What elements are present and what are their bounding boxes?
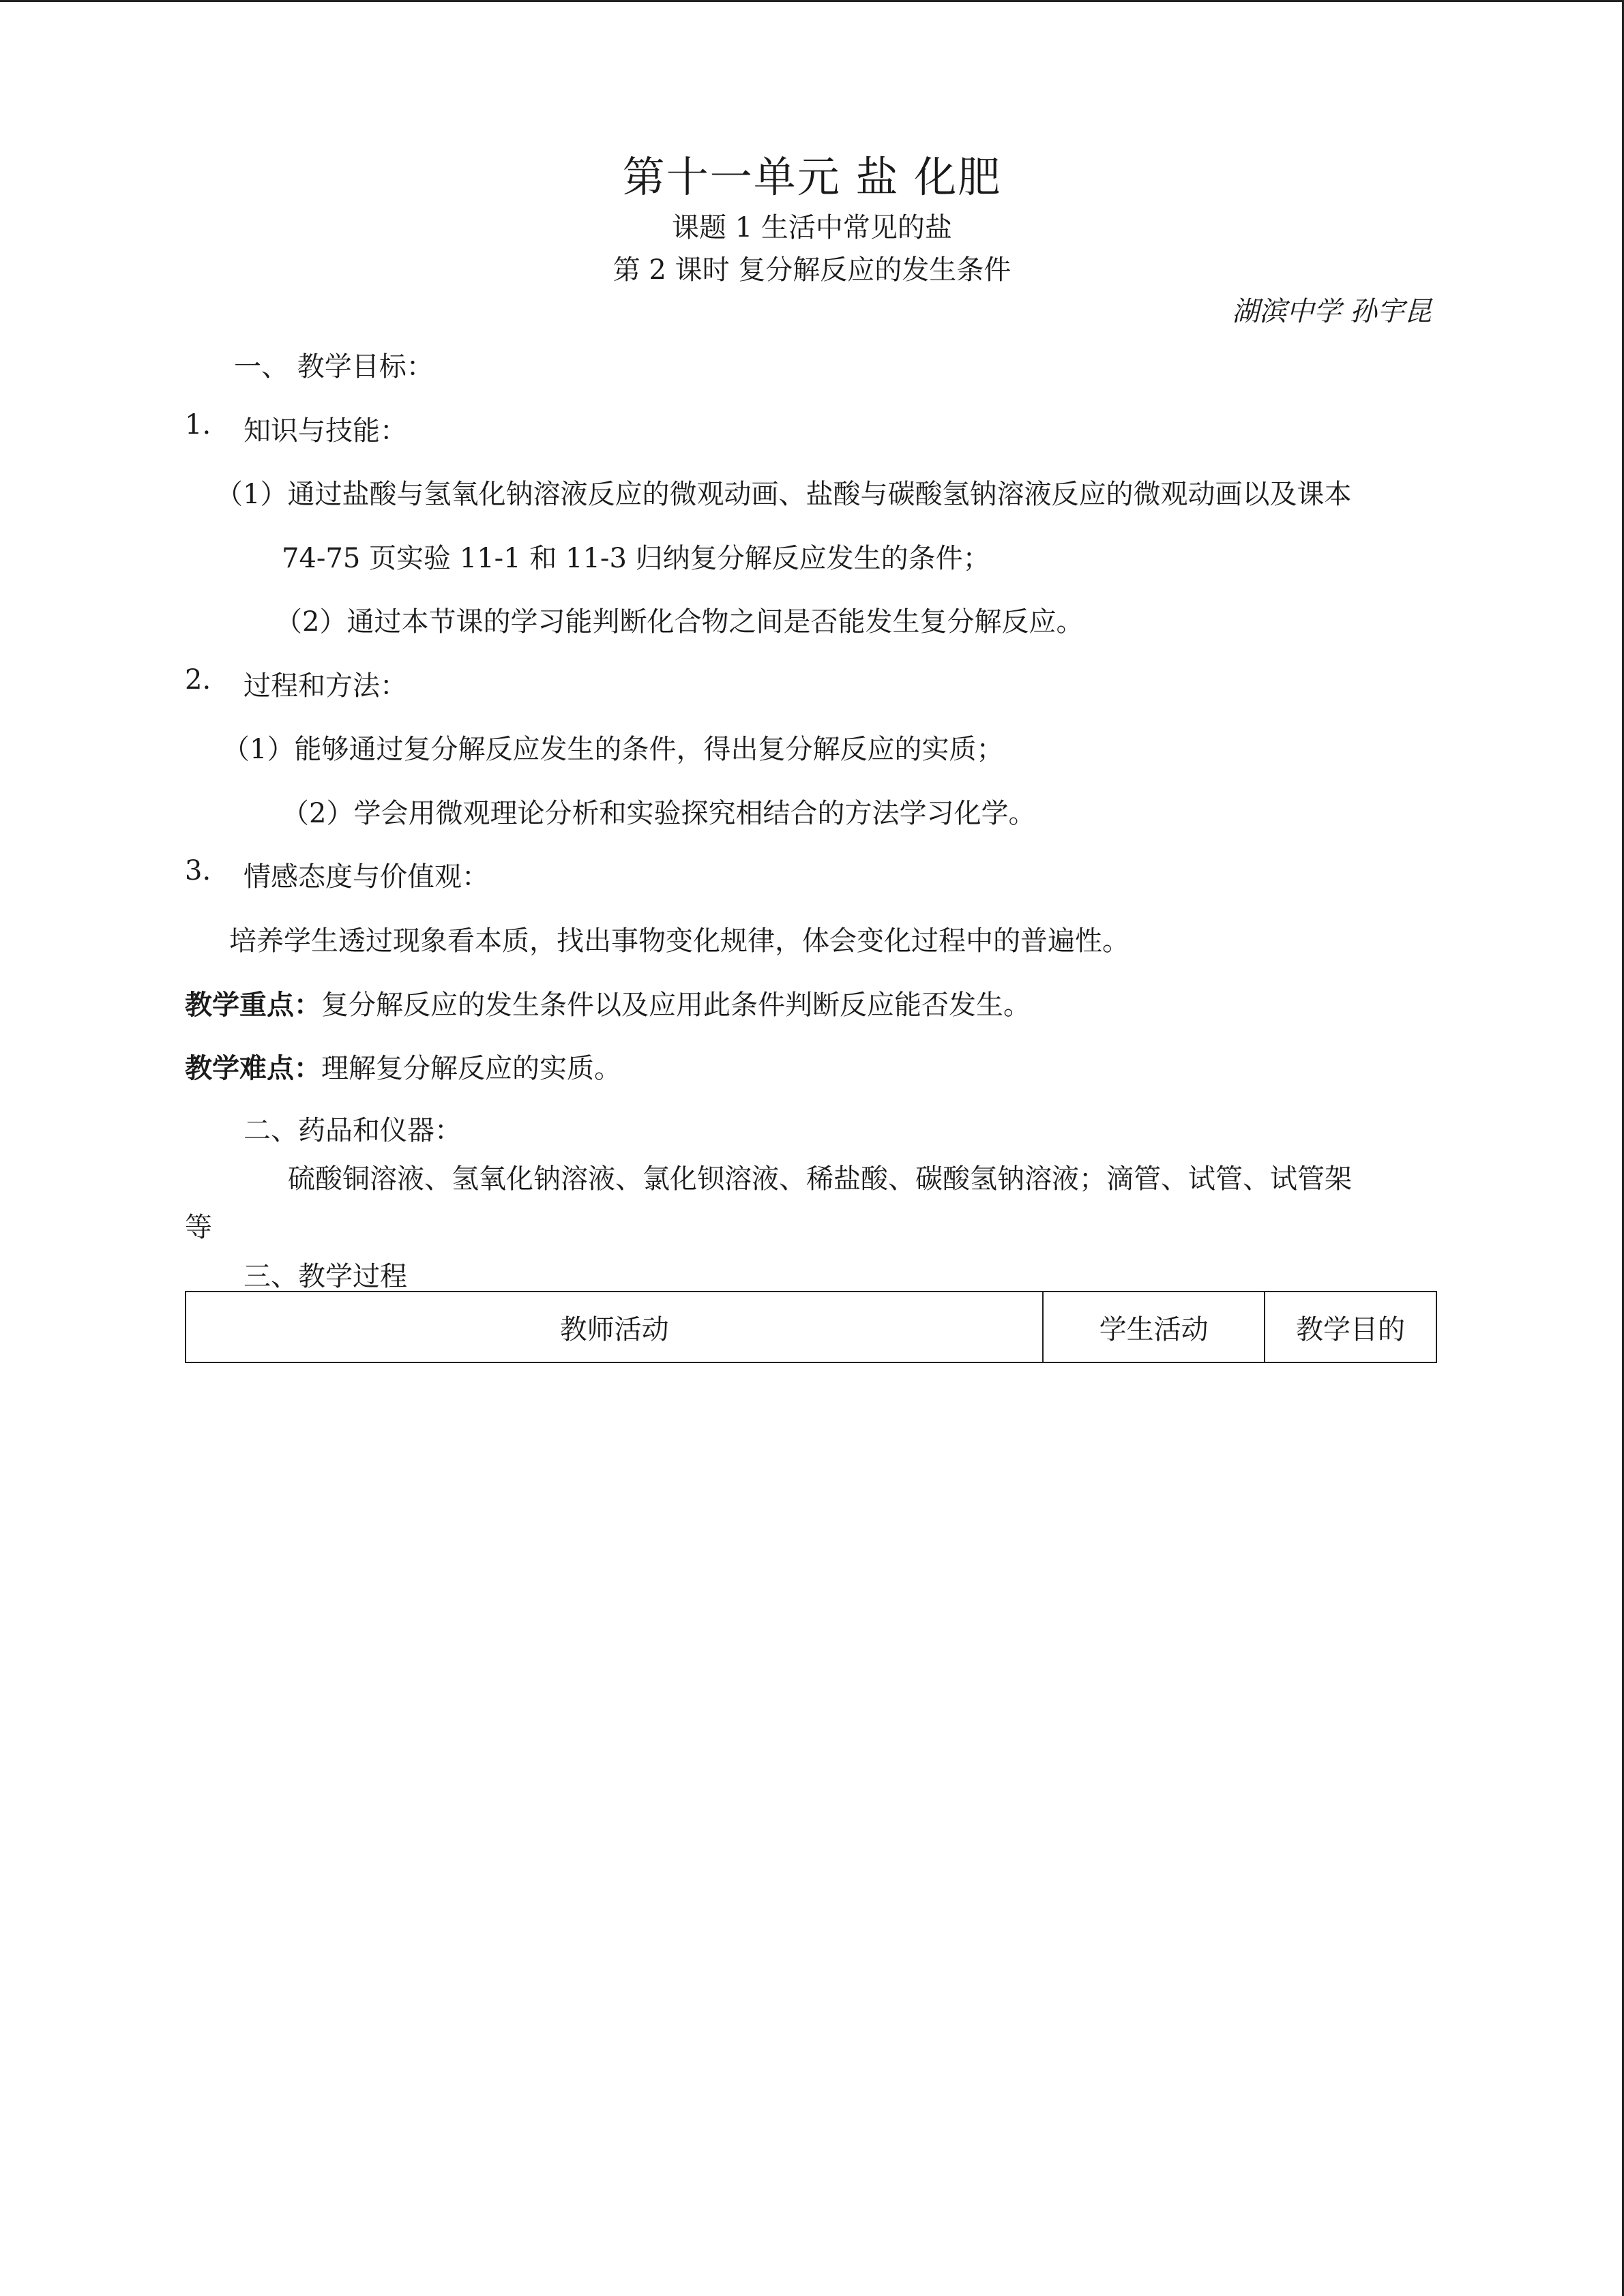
section-heading-materials: 二、药品和仪器： bbox=[243, 1115, 462, 1146]
item-number-1: 1. bbox=[185, 409, 211, 441]
difficulty-line bbox=[185, 1047, 621, 1086]
process-point-2: （2）学会用微观理论分析和实验探究相结合的方法学习化学。 bbox=[282, 798, 1036, 829]
column-header-teacher: 教师活动 bbox=[186, 1292, 1043, 1362]
knowledge-point-1-line2: 74-75 页实验 11-1 和 11-3 归纳复分解反应发生的条件； bbox=[282, 543, 990, 574]
knowledge-point-1-line1: （1）通过盐酸与氢氧化钠溶液反应的微观动画、盐酸与碳酸氢钠溶液反应的微观动画以及课本 bbox=[216, 479, 1352, 510]
materials-line2: 等 bbox=[185, 1212, 212, 1243]
section-heading-process: 三、教学过程 bbox=[243, 1261, 407, 1292]
knowledge-point-2: （2）通过本节课的学习能判断化合物之间是否能发生复分解反应。 bbox=[275, 606, 1084, 638]
document-title: 第十一单元 盐 化肥 bbox=[622, 152, 1002, 202]
item-title-process: 过程和方法： bbox=[243, 670, 407, 702]
key-point-line bbox=[185, 983, 1031, 1022]
materials-line1: 硫酸铜溶液、氢氧化钠溶液、氯化钡溶液、稀盐酸、碳酸氢钠溶液；滴管、试管、试管架 bbox=[288, 1163, 1352, 1195]
page-top-border bbox=[0, 0, 1624, 2]
key-point-label: 教学重点： bbox=[185, 989, 321, 1021]
key-point-text: 复分解反应的发生条件以及应用此条件判断反应能否发生。 bbox=[321, 989, 1031, 1021]
item-title-knowledge: 知识与技能： bbox=[243, 415, 407, 447]
item-title-attitude: 情感态度与价值观： bbox=[243, 861, 489, 893]
item-number-3: 3. bbox=[185, 855, 211, 886]
process-point-1: （1）能够通过复分解反应发生的条件，得出复分解反应的实质； bbox=[222, 734, 1004, 765]
lesson-topic: 课题 1 生活中常见的盐 bbox=[672, 212, 952, 243]
attitude-point: 培养学生透过现象看本质，找出事物变化规律，体会变化过程中的普遍性。 bbox=[229, 925, 1130, 957]
table-header-row bbox=[186, 1292, 1436, 1362]
author-line: 湖滨中学 孙宇昆 bbox=[1232, 296, 1432, 327]
item-number-2: 2. bbox=[185, 664, 211, 696]
column-header-student: 学生活动 bbox=[1043, 1292, 1265, 1362]
section-heading-objectives: 一、 教学目标： bbox=[234, 351, 434, 383]
column-header-purpose: 教学目的 bbox=[1265, 1292, 1436, 1362]
difficulty-label: 教学难点： bbox=[185, 1052, 321, 1084]
difficulty-text: 理解复分解反应的实质。 bbox=[321, 1053, 621, 1084]
teaching-process-table bbox=[185, 1291, 1437, 1363]
lesson-period: 第 2 课时 复分解反应的发生条件 bbox=[612, 254, 1012, 286]
